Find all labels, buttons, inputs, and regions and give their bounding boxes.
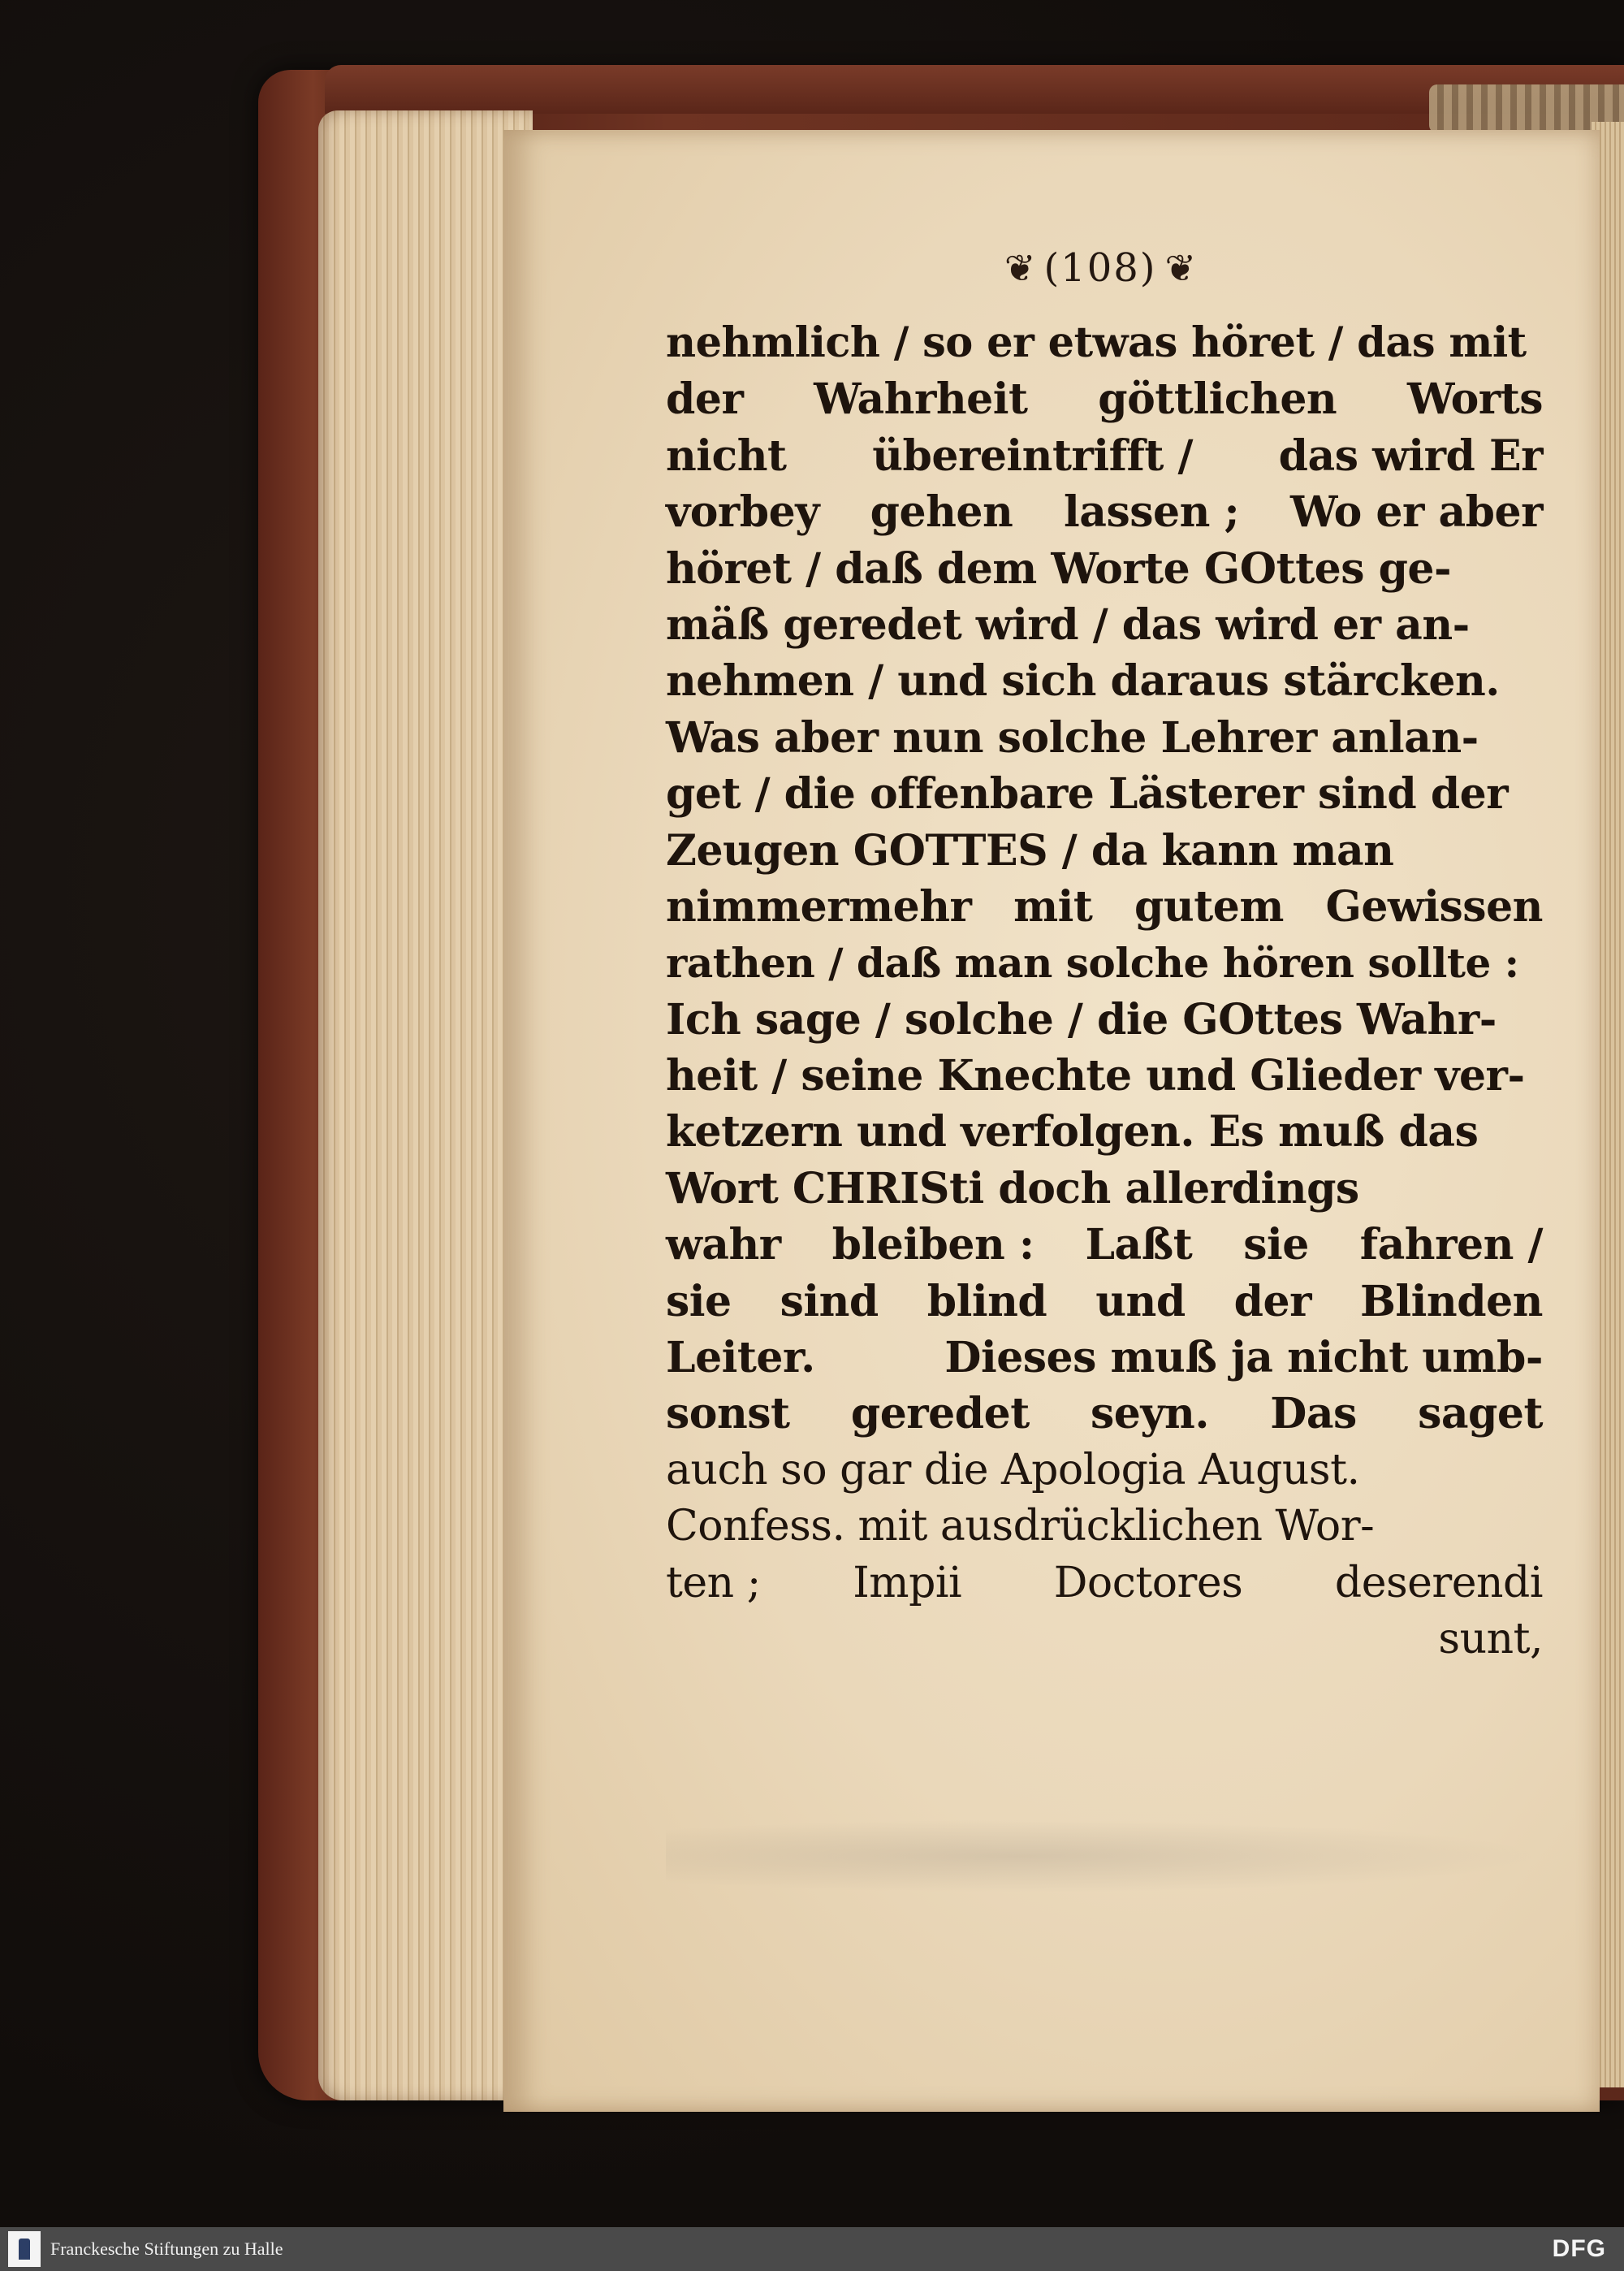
text-segment: seyn. xyxy=(1090,1389,1209,1439)
text-segment: Dieses muß ja nicht umb- xyxy=(944,1333,1543,1383)
text-segment: mäß geredet wird / das wird er an- xyxy=(666,599,1470,650)
page-block-edges xyxy=(318,110,533,2100)
text-line xyxy=(666,541,1543,597)
text-segment: Blinden xyxy=(1359,1276,1543,1326)
text-segment: auch so gar die Apologia August. xyxy=(666,1445,1360,1495)
text-segment: Confess. mit ausdrücklichen Wor- xyxy=(666,1502,1375,1551)
funder-logo: DFG xyxy=(1552,2235,1606,2262)
text-line xyxy=(666,992,1543,1048)
text-line xyxy=(666,1443,1543,1499)
text-segment: Gewissen xyxy=(1325,881,1543,932)
text-segment: mit xyxy=(1013,881,1093,932)
text-segment: blind xyxy=(926,1276,1047,1326)
text-segment: sonst xyxy=(666,1389,790,1439)
text-segment: gutem xyxy=(1134,881,1284,932)
text-segment: Zeugen GOTTES / da kann man xyxy=(666,825,1394,876)
text-segment: sie xyxy=(1243,1220,1309,1270)
text-line xyxy=(666,1330,1543,1386)
text-segment: nicht xyxy=(666,430,787,481)
text-segment: göttlichen xyxy=(1098,374,1337,425)
text-segment: bleiben : xyxy=(831,1220,1034,1270)
page-number: (108) xyxy=(1043,245,1157,291)
text-segment: der xyxy=(666,374,744,425)
text-line xyxy=(666,428,1543,484)
text-segment: und xyxy=(1095,1276,1186,1326)
text-segment: deserendi xyxy=(1334,1558,1543,1607)
text-line xyxy=(666,653,1543,709)
text-segment: Laßt xyxy=(1085,1220,1193,1270)
text-segment: saget xyxy=(1418,1389,1543,1439)
text-segment: nimmermehr xyxy=(666,881,972,932)
text-line xyxy=(666,935,1543,991)
text-segment: übereintrifft / xyxy=(872,430,1194,481)
text-line xyxy=(666,1161,1543,1217)
page-header xyxy=(926,236,1275,301)
text-segment: nehmen / und sich daraus stärcken. xyxy=(666,656,1500,707)
text-segment: Wahrheit xyxy=(814,374,1028,425)
text-segment: Wort CHRISti doch allerdings xyxy=(666,1163,1359,1213)
text-segment: fahren / xyxy=(1359,1220,1543,1270)
ornament-left-icon: ❦ xyxy=(1004,246,1036,290)
show-through-ink xyxy=(666,1819,1543,1892)
institution-logo-icon xyxy=(8,2231,41,2267)
text-segment: heit / seine Knechte und Glieder ver- xyxy=(666,1051,1525,1101)
text-segment: ten ; xyxy=(666,1558,761,1607)
text-segment: nehmlich / so er etwas höret / das mit xyxy=(666,318,1527,367)
text-segment: Ich sage / solche / die GOttes Wahr- xyxy=(666,994,1497,1045)
text-segment: höret / daß dem Worte GOttes ge- xyxy=(666,543,1452,594)
text-line xyxy=(666,315,1543,371)
text-segment: Was aber nun solche Lehrer anlan- xyxy=(666,712,1479,763)
logo-building-icon xyxy=(19,2239,30,2260)
text-line xyxy=(666,1217,1543,1273)
text-segment: ketzern und verfolgen. Es muß das xyxy=(666,1107,1479,1157)
text-segment: Wo er aber xyxy=(1289,487,1543,538)
text-line xyxy=(666,1386,1543,1442)
text-line xyxy=(666,1274,1543,1330)
text-segment: Impii xyxy=(853,1558,962,1607)
text-line xyxy=(666,371,1543,427)
text-segment: geredet xyxy=(850,1389,1030,1439)
text-segment: gehen xyxy=(870,487,1013,538)
text-segment: sie xyxy=(666,1276,732,1326)
text-segment: wahr xyxy=(666,1220,781,1270)
text-segment: vorbey xyxy=(666,487,819,538)
text-line xyxy=(666,1611,1543,1668)
text-segment: Doctores xyxy=(1053,1558,1243,1607)
text-segment: get / die offenbare Lästerer sind der xyxy=(666,769,1509,820)
text-line xyxy=(666,710,1543,766)
text-segment: Leiter. xyxy=(666,1333,815,1383)
text-segment: das wird Er xyxy=(1278,430,1543,481)
text-line xyxy=(666,879,1543,935)
text-segment: sunt, xyxy=(1438,1614,1543,1663)
text-line xyxy=(666,823,1543,879)
text-segment: sind xyxy=(780,1276,879,1326)
text-segment: lassen ; xyxy=(1064,487,1240,538)
ornament-right-icon: ❦ xyxy=(1164,246,1197,290)
text-line xyxy=(666,597,1543,653)
text-segment: rathen / daß man solche hören sollte : xyxy=(666,939,1519,988)
text-segment: Worts xyxy=(1406,374,1543,425)
text-line xyxy=(666,766,1543,822)
body-text xyxy=(666,315,1543,1668)
text-line xyxy=(666,1048,1543,1104)
text-line xyxy=(666,1555,1543,1611)
text-segment: der xyxy=(1233,1276,1312,1326)
text-line xyxy=(666,484,1543,540)
viewer-footer xyxy=(0,2227,1624,2271)
institution-name: Franckesche Stiftungen zu Halle xyxy=(50,2239,283,2259)
text-line xyxy=(666,1104,1543,1160)
footer-branding xyxy=(8,2231,283,2267)
text-segment: Das xyxy=(1270,1389,1357,1439)
text-line xyxy=(666,1499,1543,1555)
